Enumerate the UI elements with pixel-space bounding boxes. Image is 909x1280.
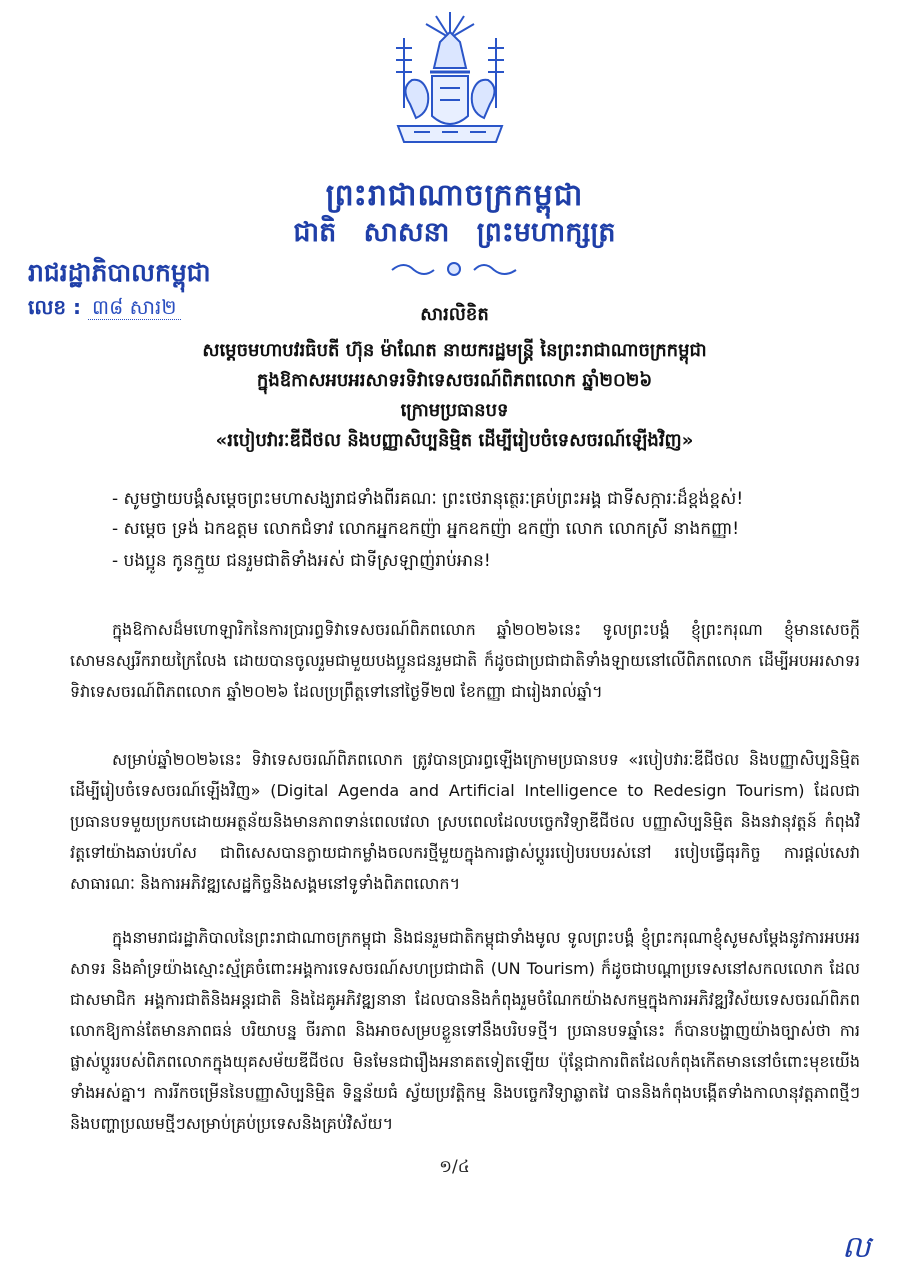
- greeting-line: - បងប្អូន កូនក្មួយ ជនរួមជាតិទាំងអស់ ជាទីស្រឡាញ់រាប់អាន!: [112, 551, 491, 571]
- theme-title: «របៀបវារៈឌីជីថល និងបញ្ញាសិប្បនិម្មិត ដើម្បីរៀបចំទេសចរណ៍ឡើងវិញ»: [215, 430, 694, 451]
- reference-label: លេខ :: [28, 295, 82, 319]
- national-motto: ជាតិ សាសនា ព្រះមហាក្សត្រ: [293, 217, 616, 248]
- title-line-3: ក្នុងឱកាសអបអរសាទរទិវាទេសចរណ៍ពិភពលោក ឆ្នាំ២០២៦: [256, 370, 653, 391]
- title-line-4: ក្រោមប្រធានបទ: [400, 400, 509, 421]
- royal-emblem-icon: [370, 8, 530, 168]
- page-number: ១/៤: [439, 1157, 470, 1177]
- handwritten-initial: ល: [842, 1230, 871, 1265]
- reference-value: ៣៨ សារ២: [88, 295, 180, 320]
- greeting-line: - សូមថ្វាយបង្គំសម្ដេចព្រះមហាសង្ឃរាជទាំងពីរគណៈ ព្រះថេរានុត្ថេរៈគ្រប់ព្រះអង្គ ជាទីសក្ការៈដ៏ខ្ពង់ខ្ពស់!: [112, 489, 744, 509]
- title-line-2: សម្ដេចមហាបវរធិបតី ហ៊ុន ម៉ាណែត នាយករដ្ឋមន្ត្រី នៃព្រះរាជាណាចក្រកម្ពុជា: [202, 340, 707, 361]
- body-paragraph: សម្រាប់ឆ្នាំ២០២៦នេះ ទិវាទេសចរណ៍ពិភពលោក ត្រូវបានប្រារព្ធឡើងក្រោមប្រធានបទ «របៀបវារៈឌីជីថល និងបញ្ញាសិប្បនិម្មិត ដើម្បីរៀបចំទេសចរណ៍ឡើងវិញ» (Digital Agenda and Artificial Intelligence to Redesign Tourism) ដែលជាប្រធានបទមួយប្រកបដោយអត្ថន័យនិងមានភាពទាន់ពេលវេលា ស្របពេលដែលបច្ចេកវិទ្យាឌីជីថល បញ្ញាសិប្បនិម្មិត និងនវានុវត្តន៍ កំពុងវិវត្តទៅយ៉ាងឆាប់រហ័ស ជាពិសេសបានក្លាយជាកម្លាំងចលករថ្មីមួយក្នុងការផ្លាស់ប្ដូររបៀបរបបរស់នៅ របៀបធ្វើធុរកិច្ច ការផ្ដល់សេវាសាធារណៈ និងការអភិវឌ្ឍសេដ្ឋកិច្ចនិងសង្គមនៅទូទាំងពិភពលោក។: [70, 750, 860, 893]
- ornament-divider-icon: [388, 258, 520, 280]
- greeting-line: - សម្ដេច ទ្រង់ ឯកឧត្តម លោកជំទាវ លោកអ្នកឧកញ៉ា អ្នកឧកញ៉ា ឧកញ៉ា លោក លោកស្រី នាងកញ្ញា!: [112, 519, 740, 539]
- body-paragraph: ក្នុងនាមរាជរដ្ឋាភិបាលនៃព្រះរាជាណាចក្រកម្ពុជា និងជនរួមជាតិកម្ពុជាទាំងមូល ទូលព្រះបង្គំ ខ្ញុំព្រះករុណាខ្ញុំសូមសម្ដែងនូវការអបអរសាទរ និងគាំទ្រយ៉ាងស្មោះស្ម័គ្រចំពោះអង្គការទេសចរណ៍សហប្រជាជាតិ (UN Tourism) ក៏ដូចជាបណ្ដាប្រទេសនៅសកលលោក ដែលជាសមាជិក អង្គការជាតិនិងអន្តរជាតិ និងដៃគូអភិវឌ្ឍនានា ដែលបាននិងកំពុងរួមចំណែកយ៉ាងសកម្មក្នុងការអភិវឌ្ឍវិស័យទេសចរណ៍ពិភពលោកឱ្យកាន់តែមានភាពធន់ បរិយាបន្ន ចីរភាព និងអាចសម្របខ្លួនទៅនឹងបរិបទថ្មី។ ប្រធានបទឆ្នាំនេះ ក៏បានបង្ហាញយ៉ាងច្បាស់ថា ការផ្លាស់ប្ដូររបស់ពិភពលោកក្នុងយុគសម័យឌីជីថល មិនមែនជារឿងអនាគតទៀតឡើយ ប៉ុន្តែជាការពិតដែលកំពុងកើតមាននៅចំពោះមុខយើងទាំងអស់គ្នា។ ការរីកចម្រើននៃបញ្ញាសិប្បនិម្មិត ទិន្នន័យធំ ស្វ័យប្រវត្តិកម្ម និងបច្ចេកវិទ្យាឆ្លាតវៃ បាននិងកំពុងបង្កើតទាំងកាលានុវត្តភាពថ្មីៗ និងបញ្ហាប្រឈមថ្មីៗសម្រាប់គ្រប់ប្រទេសនិងគ្រប់វិស័យ។: [70, 928, 860, 1133]
- body-paragraph: ក្នុងឱកាសដ៏មហោឡារិកនៃការប្រារព្ធទិវាទេសចរណ៍ពិភពលោក ឆ្នាំ២០២៦នេះ ទូលព្រះបង្គំ ខ្ញុំព្រះករុណា ខ្ញុំមានសេចក្ដីសោមនស្សរីករាយក្រៃលែង ដោយបានចូលរួមជាមួយបងប្អូនជនរួមជាតិ ក៏ដូចជាប្រជាជាតិទាំងឡាយនៅលើពិភពលោក ដើម្បីអបអរសាទរទិវាទេសចរណ៍ពិភពលោក ឆ្នាំ២០២៦ ដែលប្រព្រឹត្តទៅនៅថ្ងៃទី២៧ ខែកញ្ញា ជារៀងរាល់ឆ្នាំ។: [70, 620, 860, 701]
- government-name: រាជរដ្ឋាភិបាលកម្ពុជា: [28, 258, 211, 287]
- kingdom-title: ព្រះរាជាណាចក្រកម្ពុជា: [325, 178, 584, 213]
- document-type: សារលិខិត: [420, 304, 489, 325]
